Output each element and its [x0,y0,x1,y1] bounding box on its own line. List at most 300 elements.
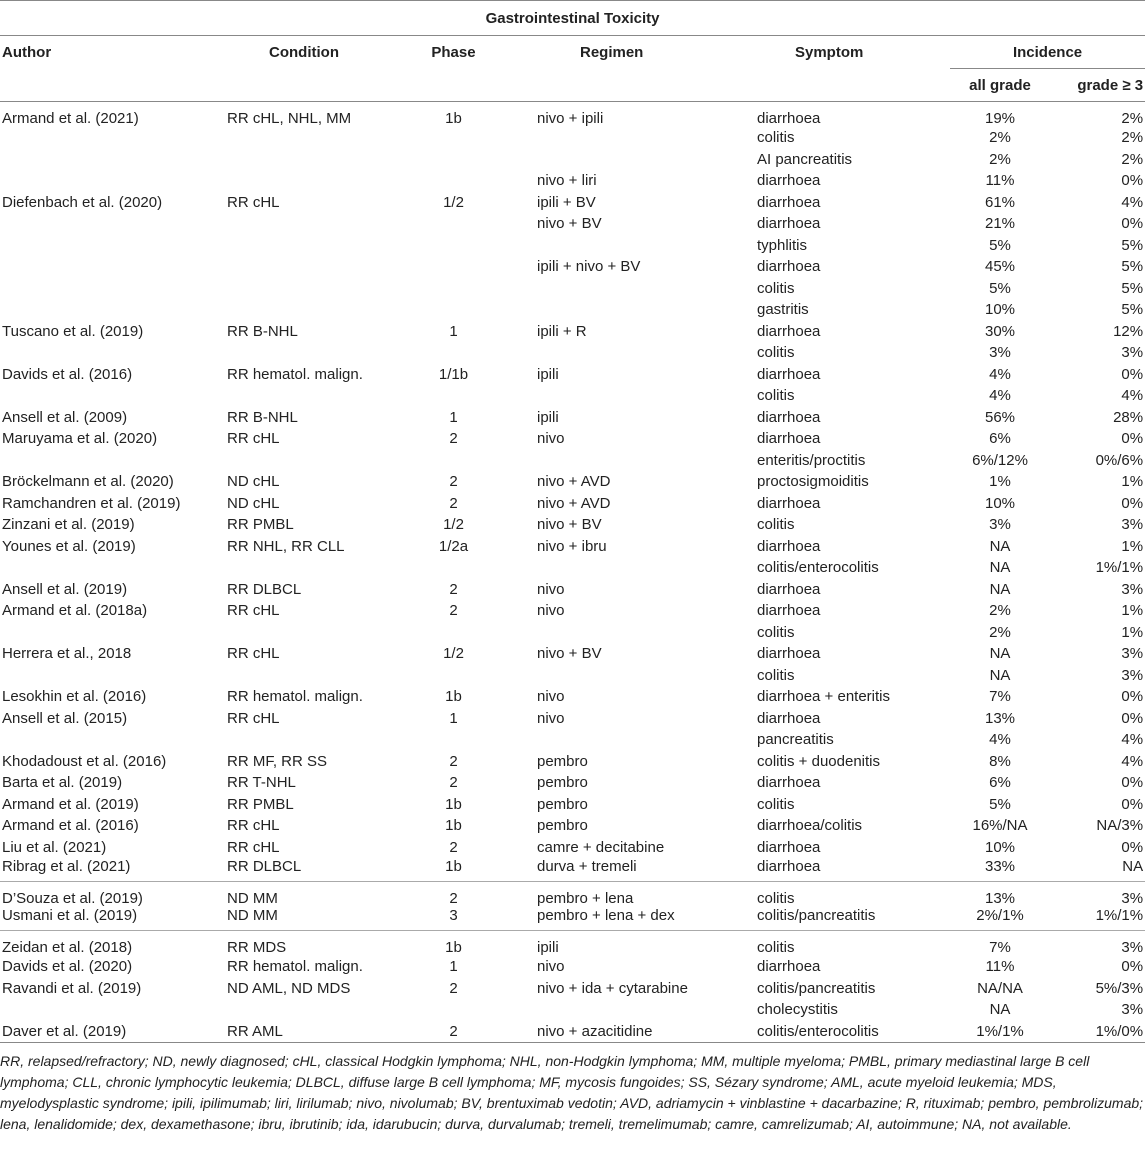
cell-author: Ansell et al. (2015) [2,709,128,727]
cell-grade3: 1%/0% [1095,1022,1144,1040]
cell-phase: 2 [449,430,458,448]
cell-symptom: colitis/pancreatitis [757,979,876,997]
table-row [0,956,1145,978]
cell-symptom: colitis/pancreatitis [755,907,950,931]
cell-regimen [535,278,755,300]
cell-all-grade: NA/NA [977,979,1023,997]
table-row [0,385,1145,407]
cell-phase [410,149,535,171]
header-regimen: Regimen [580,43,644,61]
table-row [0,213,1145,235]
cell-condition: RR cHL [227,709,280,727]
cell-phase: 3 [410,907,535,931]
cell-author [0,235,225,257]
cell-grade3: 0% [1121,172,1144,190]
cell-grade3: 3% [1121,516,1144,534]
cell-symptom: diarrhoea [757,645,821,663]
cell-phase: 1/2 [443,193,464,211]
cell-symptom: diarrhoea [757,709,821,727]
cell-condition: RR hematol. malign. [227,688,363,706]
cell-condition: RR AML [227,1022,283,1040]
table-row [0,192,1145,214]
cell-phase: 1/1b [438,365,469,383]
cell-author: Lesokhin et al. (2016) [2,688,147,706]
cell-all-grade: 11% [985,958,1015,976]
cell-author: Khodadoust et al. (2016) [2,752,167,770]
cell-phase [410,256,535,278]
cell-all-grade: 13% [984,709,1016,727]
cell-condition: RR B-NHL [227,322,298,340]
cell-all-grade: NA [989,666,1011,684]
cell-author [0,622,225,644]
cell-grade3: 0% [1121,709,1144,727]
table-row [0,751,1145,773]
cell-all-grade: NA [989,645,1011,663]
cell-symptom: colitis/enterocolitis [757,559,879,577]
cell-all-grade: 5% [989,279,1011,297]
cell-author: Liu et al. (2021) [2,838,107,856]
cell-phase: 1/2 [443,516,464,534]
cell-condition: RR cHL [227,838,280,856]
table-row [0,342,1145,364]
cell-phase: 1/2 [443,645,464,663]
cell-grade3: 1% [1121,537,1144,555]
cell-grade3: 5% [1121,301,1144,319]
cell-all-grade: 2% [989,150,1011,168]
cell-symptom: colitis [757,939,795,956]
cell-symptom: proctosigmoiditis [757,473,869,491]
cell-all-grade: 13% [984,890,1016,907]
cell-author [0,256,225,278]
cell-regimen: ipili [537,939,559,956]
cell-regimen: nivo + ida + cytarabine [537,979,688,997]
cell-symptom: colitis [757,279,795,297]
cell-condition: RR cHL [227,430,280,448]
table-row [0,794,1145,816]
cell-phase: 1 [449,322,458,340]
cell-symptom: pancreatitis [757,731,834,749]
cell-symptom: diarrhoea [757,258,821,276]
cell-condition [225,729,410,751]
cell-phase: 2 [449,602,458,620]
cell-symptom: colitis [757,129,795,147]
cell-phase: 2 [449,890,458,907]
cell-author [0,557,225,579]
cell-phase: 1b [410,858,535,882]
cell-author [0,170,225,192]
cell-author [0,450,225,472]
cell-all-grade: 8% [989,752,1011,770]
cell-author [0,299,225,321]
cell-grade3: 0% [1121,494,1144,512]
cell-symptom: diarrhoea [757,322,821,340]
cell-regimen: camre + decitabine [537,838,665,856]
cell-grade3: 0% [1121,430,1144,448]
cell-phase: 1b [445,688,462,706]
table-row [0,428,1145,450]
cell-grade3: 0% [1121,838,1144,856]
cell-regimen: nivo + ibru [537,537,607,555]
cell-all-grade: 1% [989,473,1011,491]
cell-symptom: diarrhoea [757,580,821,598]
cell-condition: RR T-NHL [227,774,296,792]
cell-regimen: durva + tremeli [535,858,755,882]
cell-regimen: nivo [537,688,565,706]
cell-all-grade: 6%/12% [972,451,1028,469]
cell-grade3: 4% [1121,731,1144,749]
cell-all-grade: 56% [984,408,1016,426]
cell-author: Ansell et al. (2009) [2,408,128,426]
table-row [0,1021,1145,1043]
cell-phase [410,278,535,300]
cell-grade3: 5% [1121,258,1144,276]
table-row [0,882,1145,908]
cell-author: Usmani et al. (2019) [0,907,225,931]
table-row [0,557,1145,579]
cell-all-grade: 4% [989,387,1011,405]
cell-regimen: ipili + nivo + BV [537,258,641,276]
cell-phase: 1 [449,958,458,976]
table-row [0,815,1145,837]
table-row [0,149,1145,171]
cell-regimen: nivo [537,958,565,976]
cell-phase [410,127,535,149]
cell-symptom: diarrhoea [757,408,821,426]
cell-all-grade: 16%/NA [972,817,1028,835]
header-author: Author [2,43,52,61]
table-row [0,364,1145,386]
cell-regimen: nivo [537,602,565,620]
cell-phase: 1 [449,709,458,727]
cell-regimen: pembro [537,752,588,770]
cell-grade3: 4% [1121,193,1144,211]
cell-regimen [535,729,755,751]
table-row [0,708,1145,730]
cell-condition: ND AML, ND MDS [227,979,351,997]
cell-condition [225,385,410,407]
table-row [0,772,1145,794]
cell-condition [225,256,410,278]
cell-grade3: NA/3% [1096,817,1144,835]
cell-all-grade: 10% [984,494,1016,512]
cell-author [0,665,225,687]
cell-grade3: 1% [1121,473,1144,491]
cell-condition [225,342,410,364]
cell-symptom: colitis/enterocolitis [757,1022,879,1040]
cell-author: Zeidan et al. (2018) [2,939,133,956]
cell-all-grade: 2% [989,129,1011,147]
cell-symptom: colitis [757,623,795,641]
cell-regimen: pembro + lena [537,890,634,907]
cell-author [0,278,225,300]
cell-symptom: diarrhoea [757,172,821,190]
cell-phase [410,299,535,321]
cell-all-grade: 3% [989,344,1011,362]
cell-symptom: AI pancreatitis [757,150,853,168]
cell-regimen: nivo + liri [537,172,597,190]
cell-all-grade: NA [989,537,1011,555]
cell-phase: 2 [449,1022,458,1040]
cell-author: Ribrag et al. (2021) [0,858,225,882]
cell-all-grade: 10% [984,838,1016,856]
cell-author: Ravandi et al. (2019) [2,979,142,997]
cell-condition [225,149,410,171]
cell-grade3: NA [1050,858,1145,882]
cell-phase: 2 [449,838,458,856]
cell-regimen: ipili [537,408,559,426]
cell-phase: 2 [449,979,458,997]
cell-all-grade: 5% [989,795,1011,813]
cell-regimen: nivo + AVD [537,494,611,512]
cell-author [0,385,225,407]
cell-all-grade: 21% [984,215,1016,233]
cell-regimen: nivo + AVD [537,473,611,491]
cell-author: Davids et al. (2016) [2,365,133,383]
cell-phase [410,665,535,687]
cell-phase [410,385,535,407]
cell-regimen: pembro [537,817,588,835]
cell-grade3: 2% [1121,129,1144,147]
cell-all-grade: 2% [989,623,1011,641]
cell-condition [225,235,410,257]
cell-phase: 1b [445,939,462,956]
header-symptom: Symptom [795,43,864,61]
cell-all-grade: NA [989,559,1011,577]
table-row [0,931,1145,957]
cell-all-grade: 11% [985,172,1015,190]
table-row [0,643,1145,665]
cell-symptom: enteritis/proctitis [757,451,866,469]
cell-condition: ND cHL [227,494,280,512]
cell-author: Armand et al. (2018a) [2,602,148,620]
cell-grade3: 5% [1121,279,1144,297]
cell-phase [410,999,535,1021]
cell-regimen: nivo [537,430,565,448]
cell-condition: RR cHL [227,193,280,211]
cell-symptom: diarrhoea + enteritis [757,688,890,706]
cell-condition: RR PMBL [227,795,294,813]
cell-grade3: 1%/1% [1050,907,1145,931]
cell-symptom: diarrhoea [757,430,821,448]
table-row [0,665,1145,687]
cell-symptom: diarrhoea [755,858,950,882]
cell-condition [225,622,410,644]
table-row [0,600,1145,622]
cell-condition [225,299,410,321]
cell-regimen [535,127,755,149]
cell-symptom: diarrhoea [757,774,821,792]
header-phase: Phase [431,43,476,61]
cell-condition: RR NHL, RR CLL [227,537,345,555]
cell-grade3: 3% [1121,344,1144,362]
cell-regimen: nivo + BV [537,645,602,663]
table-row [0,278,1145,300]
cell-phase: 2 [449,774,458,792]
cell-author: Armand et al. (2021) [2,110,139,127]
table-row [0,999,1145,1021]
cell-author: Ansell et al. (2019) [2,580,128,598]
table-row [0,127,1145,149]
cell-symptom: colitis [757,666,795,684]
cell-regimen [535,149,755,171]
cell-symptom: diarrhoea/colitis [757,817,863,835]
cell-condition [225,170,410,192]
cell-author: Maruyama et al. (2020) [2,430,158,448]
cell-all-grade: 10% [984,301,1016,319]
cell-grade3: 1% [1121,602,1144,620]
cell-regimen [535,665,755,687]
cell-condition [225,557,410,579]
cell-symptom: colitis [757,344,795,362]
table-row [0,579,1145,601]
cell-author: D’Souza et al. (2019) [2,890,143,907]
cell-author: Bröckelmann et al. (2020) [2,473,174,491]
table-row [0,170,1145,192]
cell-condition: RR cHL [227,602,280,620]
cell-author [0,729,225,751]
cell-regimen: nivo [537,580,565,598]
table-row [0,235,1145,257]
cell-symptom: diarrhoea [757,110,821,127]
cell-author: Barta et al. (2019) [2,774,123,792]
cell-symptom: colitis [757,795,795,813]
cell-symptom: diarrhoea [757,838,821,856]
table-row [0,493,1145,515]
cell-regimen: ipili + R [537,322,587,340]
table-row [0,729,1145,751]
cell-symptom: colitis [757,890,795,907]
cell-phase: 1b [445,795,462,813]
cell-regimen: pembro [537,774,588,792]
cell-symptom: typhlitis [757,236,808,254]
cell-condition: RR DLBCL [225,858,410,882]
header-condition: Condition [269,43,339,61]
cell-symptom: diarrhoea [757,365,821,383]
cell-author [0,127,225,149]
cell-all-grade: 19% [984,110,1016,127]
cell-all-grade: NA [989,580,1011,598]
cell-regimen: ipili + BV [537,193,596,211]
header-grade3: grade ≥ 3 [1050,69,1145,102]
table-row [0,102,1145,128]
cell-grade3: 2% [1121,110,1144,127]
cell-phase: 1b [445,110,462,127]
cell-phase [410,213,535,235]
cell-all-grade: 2% [989,602,1011,620]
cell-regimen: pembro [537,795,588,813]
cell-symptom: diarrhoea [757,537,821,555]
cell-grade3: 5%/3% [1095,979,1144,997]
cell-symptom: colitis + duodenitis [757,752,880,770]
cell-phase [410,170,535,192]
cell-symptom: diarrhoea [757,193,821,211]
cell-regimen: nivo + BV [537,215,602,233]
cell-grade3: 3% [1121,1001,1144,1019]
cell-regimen [535,622,755,644]
cell-phase: 2 [449,580,458,598]
table-row [0,536,1145,558]
cell-all-grade: 7% [989,939,1011,956]
table-row [0,321,1145,343]
cell-all-grade: 1%/1% [976,1022,1024,1040]
cell-author: Armand et al. (2016) [2,817,139,835]
table-row [0,858,1145,882]
cell-all-grade: NA [989,1001,1011,1019]
cell-author: Tuscano et al. (2019) [2,322,144,340]
cell-condition [225,127,410,149]
cell-condition: RR MF, RR SS [227,752,328,770]
cell-regimen [535,299,755,321]
cell-phase: 2 [449,473,458,491]
cell-regimen: pembro + lena + dex [535,907,755,931]
cell-author: Ramchandren et al. (2019) [2,494,181,512]
cell-phase [410,235,535,257]
table-body [0,102,1145,1043]
table-row [0,256,1145,278]
cell-grade3: 0% [1121,688,1144,706]
cell-regimen: ipili [537,365,559,383]
cell-condition: RR hematol. malign. [227,958,363,976]
cell-phase [410,342,535,364]
cell-condition [225,450,410,472]
cell-grade3: 0% [1121,215,1144,233]
cell-phase: 1/2a [438,537,469,555]
cell-grade3: 5% [1121,236,1144,254]
table-row [0,837,1145,859]
cell-regimen [535,235,755,257]
cell-grade3: 3% [1121,645,1144,663]
cell-grade3: 2% [1121,150,1144,168]
cell-regimen [535,557,755,579]
table-row [0,622,1145,644]
cell-grade3: 4% [1121,752,1144,770]
cell-grade3: 1%/1% [1095,559,1144,577]
cell-all-grade: 3% [989,516,1011,534]
cell-grade3: 3% [1121,666,1144,684]
header-all-grade: all grade [950,69,1050,102]
cell-regimen [535,342,755,364]
cell-symptom: cholecystitis [757,1001,838,1019]
header-incidence: Incidence [950,36,1145,69]
cell-author [0,342,225,364]
table-row [0,907,1145,931]
cell-grade3: 28% [1113,408,1144,426]
cell-phase: 2 [449,752,458,770]
cell-grade3: 0% [1121,365,1144,383]
cell-symptom: colitis [757,516,795,534]
cell-regimen: nivo [537,709,565,727]
table-title: Gastrointestinal Toxicity [0,1,1145,36]
cell-phase [410,622,535,644]
cell-symptom: diarrhoea [757,494,821,512]
cell-grade3: 0% [1121,795,1144,813]
table-row [0,471,1145,493]
cell-author: Diefenbach et al. (2020) [2,193,163,211]
cell-regimen [535,385,755,407]
cell-condition: ND MM [227,890,278,907]
cell-regimen: nivo + BV [537,516,602,534]
cell-all-grade: 45% [984,258,1016,276]
cell-phase [410,450,535,472]
cell-condition: RR cHL, NHL, MM [227,110,352,127]
cell-condition: RR PMBL [227,516,294,534]
table-row [0,299,1145,321]
cell-author: Herrera et al., 2018 [2,645,132,663]
cell-all-grade: 7% [989,688,1011,706]
cell-author [0,213,225,235]
cell-grade3: 12% [1113,322,1144,340]
cell-grade3: 1% [1121,623,1144,641]
